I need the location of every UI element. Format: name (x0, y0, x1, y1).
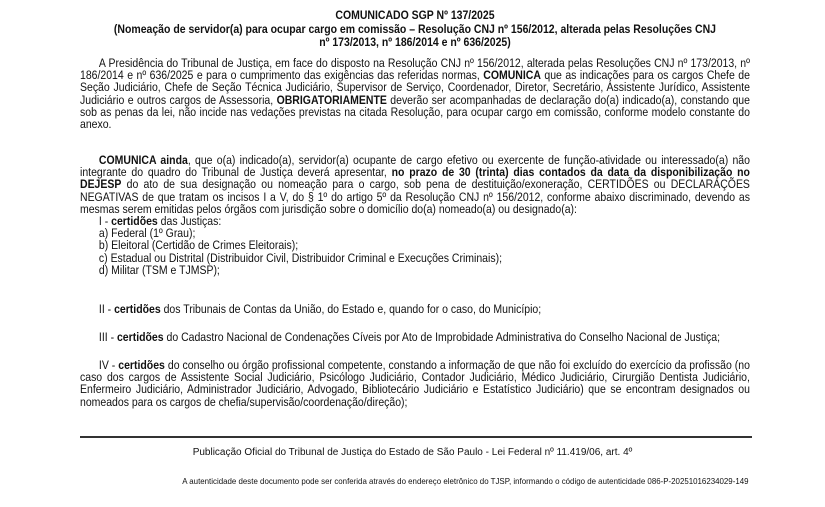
item-iv (80, 359, 750, 408)
authenticity-note: A autenticidade deste documento pode ser conferida através do endereço eletrônico do TJSP, informando o código de autenticidade 086-P-20251016234029-149 (182, 476, 749, 486)
paragraph-1 (80, 57, 750, 130)
text-segment: do conselho ou órgão profissional competente, constando a informação de que não foi excluído do exercício da profissão (no caso dos cargos de Assistente Social Judiciário, Psicólogo Judiciário, Contador Judiciário, Médico Judiciário, Cirurgião Dentista Judiciário, Enfermeiro Judiciário, Administrador Judiciário, Advogado, Bibliotecário Judiciário e Estatístico Judiciário) que se encontram designados ou nomeados para os cargos de chefia/supervisão/coordenação/direção); (80, 358, 750, 409)
body-text (80, 359, 750, 408)
bold-text: certidões (114, 302, 161, 316)
subtitle-line: nº 173/2013, nº 186/2014 e nº 636/2025) (319, 35, 511, 49)
publication-note: Publicação Oficial do Tribunal de Justiça do Estado de São Paulo - Lei Federal nº 11.419/06, art. 4º (192, 447, 633, 458)
title-line: COMUNICADO SGP Nº 137/2025 (335, 8, 495, 22)
item-iii (80, 331, 750, 343)
text-segment: c) Estadual ou Distrital (Distribuidor Civil, Distribuidor Criminal e Execuções Criminais); (98, 250, 502, 265)
body-text (80, 57, 750, 130)
item-ii (80, 303, 750, 315)
bold-text: certidões (118, 358, 165, 372)
paragraph-2 (80, 154, 750, 215)
text-segment: IV - (98, 358, 119, 372)
footer-divider (80, 436, 752, 438)
text-segment: das Justiças: (157, 214, 222, 229)
body-text (80, 303, 750, 315)
text-segment: A Presidência do Tribunal de Justiça, em face do disposto na Resolução CNJ nº 156/2012, alterada pelas Resoluções CNJ nº 173/2013, nº 186/2014 e nº 636/2025 e para o cumprimento das exigências das referidas normas, (80, 56, 750, 83)
subtitle-line: (Nomeação de servidor(a) para ocupar cargo em comissão – Resolução CNJ nº 156/2012, alterada pelas Resoluções CNJ (113, 21, 717, 36)
bold-text: no prazo de 30 (trinta) dias contados da data da disponibilização no DEJESP (80, 165, 750, 192)
bold-text: COMUNICA (483, 68, 541, 83)
bold-text: certidões (116, 330, 164, 344)
text-segment: III - (98, 330, 117, 344)
body-text (80, 331, 750, 343)
bold-text: OBRIGATORIAMENTE (276, 92, 387, 107)
text-segment: do Cadastro Nacional de Condenações Cíveis por Ato de Improbidade Administrativa do Conselho Nacional de Justiça; (163, 330, 721, 344)
text-segment: dos Tribunais de Contas da União, do Estado e, quando for o caso, do Município; (160, 302, 542, 316)
bold-text: COMUNICA ainda (98, 153, 188, 167)
text-segment: do ato de sua designação ou nomeação para o cargo, sob pena de destituição/exoneração, CERTIDÕES ou DECLARAÇÕES NEGATIVAS de que tratam os incisos I a V, do § 1º do artigo 5º da Resolução CNJ nº 156/2012, conforme abaixo discriminado, devendo as mesmas serem emitidas pelos órgãos com jurisdição sobre o domicílio do(a) nomeado(a) ou designado(a): (80, 177, 750, 216)
body-text (80, 154, 750, 276)
text-segment: I - (98, 214, 112, 229)
text-segment: II - (98, 302, 115, 316)
text-segment: a) Federal (1º Grau); (98, 226, 196, 241)
text-segment: que as indicações para os cargos Chefe de Seção Judiciário, Chefe de Seção Técnica Judiciário, Supervisor de Serviço, Coordenador, Diretor, Secretário, Assistente Jurídico, Assistente Judiciário e outros cargos de Assessoria, (80, 68, 750, 107)
text-segment: d) Militar (TSM e TJMSP); (98, 262, 220, 277)
text-segment: b) Eleitoral (Certidão de Crimes Eleitorais); (98, 238, 299, 253)
list-item (80, 264, 750, 276)
text-segment: , que o(a) indicado(a), servidor(a) ocupante de cargo efetivo ou exercente de função-atividade ou interessado(a) não integrante do quadro do Tribunal de Justiça deverá apresentar, (80, 153, 750, 180)
document-title (80, 9, 750, 50)
bold-text: certidões (111, 214, 158, 229)
text-segment: deverão ser acompanhadas de declaração do(a) indicado(a), constando que sob as penas da lei, não incide nas vedações previstas na citada Resolução, para ocupar cargo em comissão, conforme modelo constante do anexo. (80, 92, 750, 132)
